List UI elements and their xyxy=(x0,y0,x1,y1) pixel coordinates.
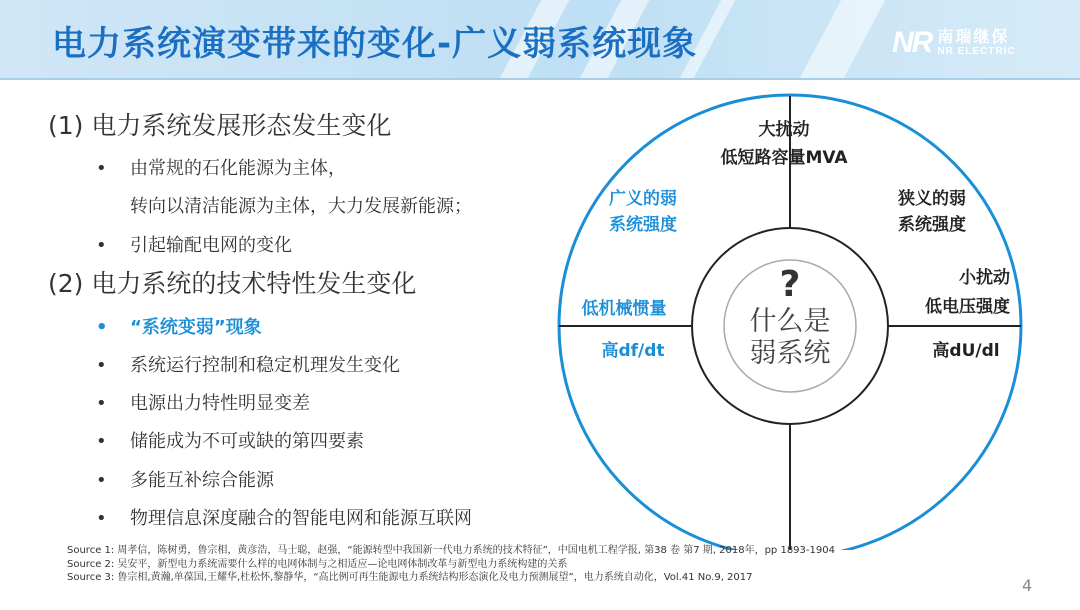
header-divider xyxy=(0,78,1080,80)
bullet-item-highlight: • “系统变弱”现象 xyxy=(96,317,262,338)
right-label-line2: 低电压强度 xyxy=(925,297,1010,317)
company-logo xyxy=(892,26,1016,60)
section-heading-1: (1) 电力系统发展形态发生变化 xyxy=(48,111,392,140)
upper-left-label-line2: 系统强度 xyxy=(609,215,677,235)
left-label-line1: 低机械惯量 xyxy=(581,299,667,319)
top-label-line2: 低短路容量MVA xyxy=(720,148,848,168)
decor-stripe xyxy=(799,0,886,80)
bullet-item: • 储能成为不可或缺的第四要素 xyxy=(96,431,364,452)
logo-mark: NR xyxy=(892,26,932,59)
right-label-line1: 小扰动 xyxy=(959,268,1010,288)
center-label-line2: 弱系统 xyxy=(749,338,831,369)
upper-left-label-line1: 广义的弱 xyxy=(609,189,677,209)
upper-right-label-line1: 狭义的弱 xyxy=(898,189,966,209)
upper-right-label-line2: 系统强度 xyxy=(898,215,966,235)
bullet-item: • 系统运行控制和稳定机理发生变化 xyxy=(96,355,400,376)
section-heading-2: (2) 电力系统的技术特性发生变化 xyxy=(48,269,417,298)
header-band xyxy=(0,0,1080,80)
source-line: Source 1: 周孝信，陈树勇，鲁宗相，黄彦浩，马士聪，赵强，“能源转型中我国新一代电力系统的技术特征”，中国电机工程学报, 第38 卷 第7 期, 2018年，pp 1893-1904 xyxy=(67,545,835,556)
left-label-line2: 高df/dt xyxy=(601,341,665,361)
sources-footnote xyxy=(67,544,835,585)
source-line: Source 3: 鲁宗相,黄瀚,单葆国,王耀华,杜松怀,黎静华，“高比例可再生能源电力系统结构形态演化及电力预测展望”，电力系统自动化，Vol.41 No.9, 2017 xyxy=(67,572,753,583)
bullet-item: • 引起输配电网的变化 xyxy=(96,235,292,256)
slide-title: 电力系统演变带来的变化-广义弱系统现象 xyxy=(52,24,698,64)
center-label-line1: 什么是 xyxy=(749,306,831,337)
page-number: 4 xyxy=(1022,576,1033,595)
bullet-item: • 物理信息深度融合的智能电网和能源互联网 xyxy=(96,508,472,529)
source-line: Source 2: 吴安平，新型电力系统需要什么样的电网体制与之相适应—论电网体制改革与新型电力系统构建的关系 xyxy=(67,558,568,570)
logo-chinese-name: 南瑞继保 xyxy=(937,27,1010,46)
bullet-item: • 由常规的石化能源为主体， xyxy=(96,158,346,179)
question-mark-icon: ? xyxy=(779,264,801,305)
bullet-continuation: 转向以清洁能源为主体，大力发展新能源； xyxy=(130,196,472,217)
bullet-item: • 电源出力特性明显变差 xyxy=(96,393,310,414)
bullet-item: • 多能互补综合能源 xyxy=(96,470,274,491)
lower-right-label: 高dU/dl xyxy=(932,341,1000,361)
weak-system-diagram xyxy=(555,90,1030,550)
top-label-line1: 大扰动 xyxy=(758,120,810,140)
logo-english-name: NR ELECTRIC xyxy=(937,46,1016,57)
